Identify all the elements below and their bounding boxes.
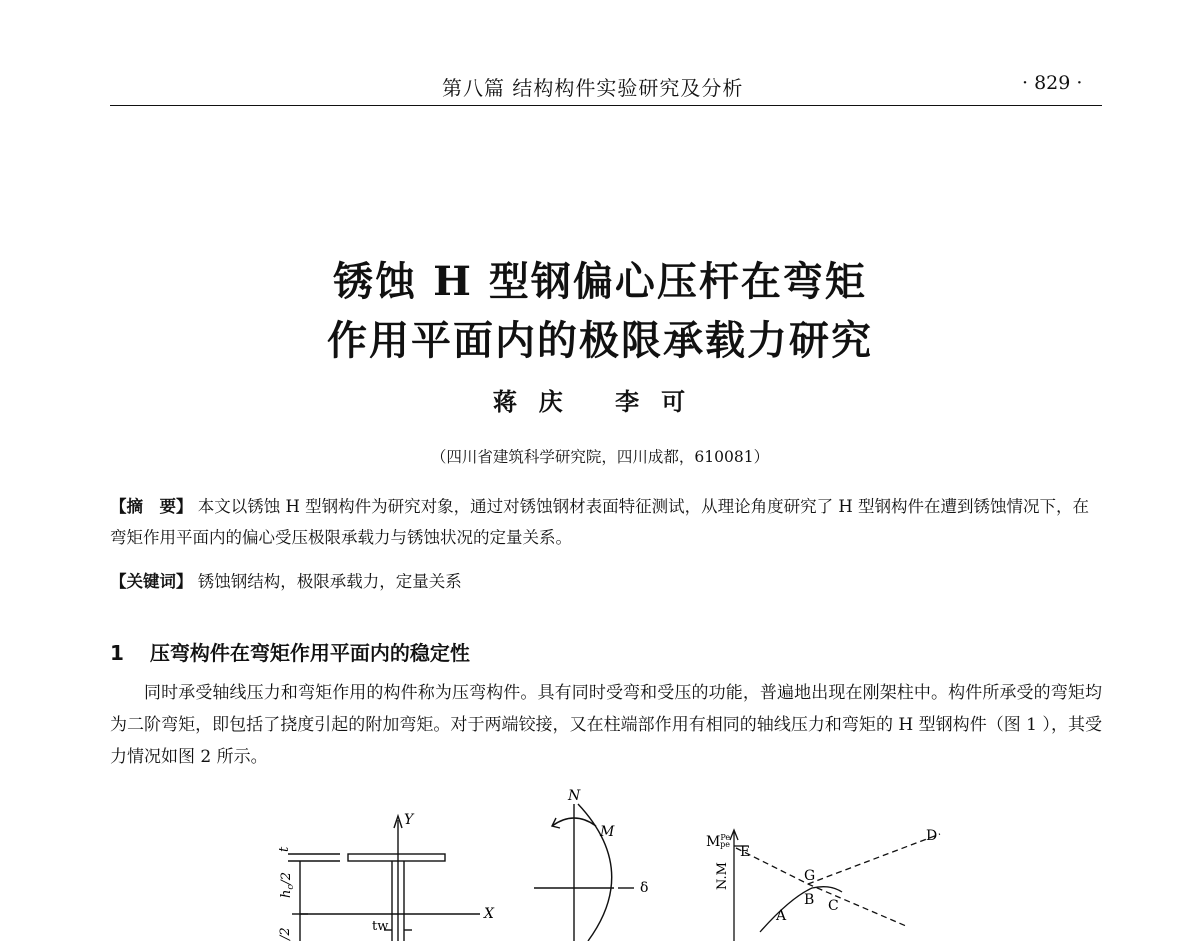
fig3-mpe-label: [706, 833, 730, 850]
fig3-point-d: D: [926, 828, 938, 844]
fig1-tw-label: tw: [372, 919, 389, 934]
fig1-hw-h: h: [279, 889, 294, 898]
fig1-hw-label: [279, 872, 296, 898]
abstract-text: 本文以锈蚀 H 型钢构件为研究对象，通过对锈蚀钢材表面特征测试，从理论角度研究了 H 型钢构件在遭到锈蚀情况下，在弯矩作用平面内的偏心受压极限承载力与锈蚀状况的定量关系。: [110, 497, 1090, 547]
fig2-n-label: N: [568, 788, 581, 804]
figure-area: [0, 780, 1200, 941]
section-number: 1: [110, 641, 124, 665]
fig1-hw-suffix: /2: [279, 871, 294, 885]
fig3-point-e: E: [740, 844, 751, 860]
figure-3-curves: [730, 830, 940, 941]
fig1-x-label: X: [484, 906, 494, 922]
fig1-top-flange: [348, 854, 445, 861]
figure-2-bent-column: [534, 804, 634, 941]
keywords: [110, 566, 1100, 597]
fig3-point-a: A: [776, 908, 787, 924]
authors: 蒋庆 李可: [492, 387, 708, 416]
abstract-label: 【摘 要】: [110, 497, 193, 516]
paper-title-line-1: 锈蚀 H 型钢偏心压杆在弯矩: [333, 258, 867, 305]
fig3-point-b: B: [804, 892, 815, 908]
section-title: 压弯构件在弯矩作用平面内的稳定性: [149, 641, 470, 665]
fig3-point-g: G: [804, 868, 816, 884]
fig3-ascending-curve: [808, 834, 940, 884]
affiliation: （四川省建筑科学研究院，四川成都，610081）: [430, 448, 770, 466]
keywords-text: 锈蚀钢结构，极限承载力，定量关系: [192, 572, 462, 591]
fig1-hw-sub: c: [286, 884, 296, 890]
keywords-label: 【关键词】: [110, 572, 193, 591]
fig3-y-axis-label: N.M: [715, 862, 730, 890]
fig2-delta-label: δ: [640, 880, 649, 896]
section-paragraph: 同时承受轴线压力和弯矩作用的构件称为压弯构件。具有同时受弯和受压的功能，普遍地出现在刚架柱中。构件所承受的弯矩均为二阶弯矩，即包括了挠度引起的附加弯矩。对于两端铰接，又在柱端部作用有相同的轴线压力和弯矩的 H 型钢构件（图 1 ），其受力情况如图 2 所示。: [110, 683, 1102, 767]
header-rule: [110, 105, 1102, 106]
fig3-mpe-sup: Pe: [720, 833, 731, 842]
page-number: · 829 ·: [1022, 72, 1083, 94]
fig3-mpe-m: M: [706, 834, 721, 850]
running-header-title: 第八篇 结构构件实验研究及分析: [442, 76, 744, 100]
fig1-lower-label: /2: [278, 927, 293, 940]
abstract: [110, 491, 1100, 553]
fig1-t-label: t: [277, 846, 292, 852]
fig3-point-c: C: [828, 898, 839, 914]
paper-title-line-2: 作用平面内的极限承载力研究: [327, 317, 873, 364]
body-text: [110, 677, 1102, 773]
section-heading: [110, 637, 470, 666]
fig2-m-label: M: [600, 824, 615, 840]
fig1-y-label: Y: [404, 812, 414, 828]
fig3-mpe-sub: pe: [720, 840, 730, 849]
